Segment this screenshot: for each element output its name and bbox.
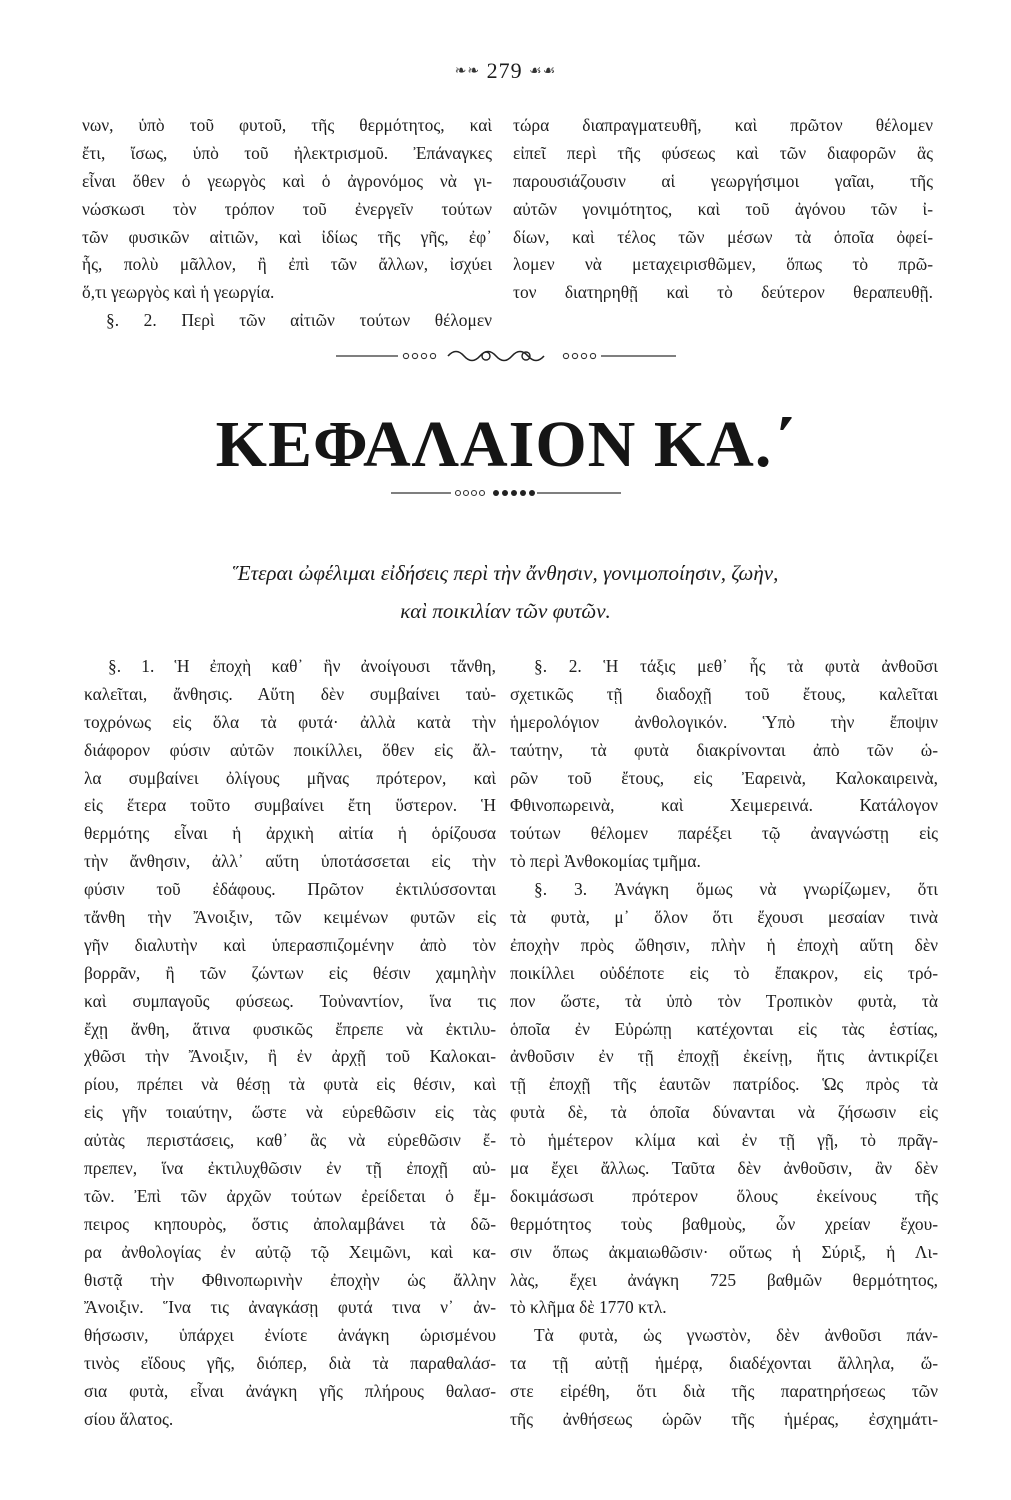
text-line: τούτων θέλομεν παρέξει τῷ ἀναγνώστῃ εἰς	[510, 823, 938, 844]
text-line: φύσιν τοῦ ἐδάφους. Πρῶτον ἐκτιλύσσονται	[84, 879, 496, 900]
paragraph-start-line: §. 1. Ἡ ἐποχὴ καθ᾽ ἣν ἀνοίγουσι τἄνθη,	[108, 656, 496, 676]
paragraph-start-line: §. 3. Ἀνάγκη ὅμως νὰ γνωρίζωμεν, ὅτι	[534, 879, 938, 900]
text-line: τα τῇ αὐτῇ ἡμέρᾳ, διαδέχονται ἄλληλα, ὥ-	[510, 1353, 938, 1374]
text-line: ἐποχὴν πρὸς ὤθησιν, πλὴν ἡ ἐποχὴ αὕτη δὲν	[510, 934, 938, 955]
text-line: στε εἰρέθη, ὅτι διὰ τῆς παρατηρήσεως τῶν	[510, 1381, 938, 1402]
text-line: ρίου, πρέπει νὰ θέσῃ τὰ φυτὰ εἰς θέσιν, καὶ	[84, 1074, 496, 1095]
text-line: ρῶν τοῦ ἔτους, εἰς Ἐαρεινὰ, Καλοκαιρεινὰ,	[510, 767, 938, 788]
text-line: τινὸς εἴδους γῆς, διόπερ, διὰ τὰ παραθαλάσ-	[84, 1353, 496, 1374]
text-line: θερμότης εἶναι ἡ ἀρχικὴ αἰτία ἡ ὁρίζουσα	[84, 823, 496, 844]
ornamental-divider-top	[0, 346, 1011, 370]
text-line: θήσωσιν, ὑπάρχει ἐνίοτε ἀνάγκη ὡρισμένου	[84, 1325, 496, 1346]
text-line: τἄνθη τὴν Ἄνοιξιν, τῶν κειμένων φυτῶν εἰς	[84, 907, 496, 928]
text-line: φυτὰ δὲ, τὰ ὁποῖα δύνανται νὰ ζήσωσιν εἰς	[510, 1102, 938, 1123]
text-line: ταύτην, τὰ φυτὰ διακρίνονται ἀπὸ τῶν ὡ-	[510, 739, 938, 760]
text-line: τοχρόνως εἰς ὅλα τὰ φυτά· ἀλλὰ κατὰ τὴν	[84, 711, 496, 732]
text-line: τῶν. Ἐπὶ τῶν ἀρχῶν τούτων ἐρείδεται ὁ ἔμ-	[84, 1185, 496, 1206]
text-line: Φθινοπωρεινὰ, καὶ Χειμερεινά. Κατάλογον	[510, 795, 938, 816]
text-line: σίου ἅλατος.	[84, 1409, 174, 1430]
top-left-column	[82, 112, 492, 335]
text-line: σια φυτὰ, εἶναι ἀνάγκη γῆς πλήρους θαλασ-	[84, 1381, 496, 1402]
text-line: πειρος κηπουρὸς, ὅστις ἀπολαμβάνει τὰ δῶ-	[84, 1213, 496, 1234]
text-line: τῆς ἀνθήσεως ὡρῶν τῆς ἡμέρας, ἐσχημάτι-	[510, 1409, 938, 1430]
text-line: βορρᾶν, ἢ τῶν ζώντων εἰς θέσιν χαμηλὴν	[84, 962, 496, 983]
text-line: λομεν νὰ μεταχειρισθῶμεν, ὅπως τὸ πρῶ-	[513, 254, 933, 275]
text-line: σιν ὅπως ἀκμαιωθῶσιν· οὕτως ἡ Σύριξ, ἡ Λι-	[510, 1241, 938, 1262]
text-line: ρα ἀνθολογίας ἐν αὐτῷ τῷ Χειμῶνι, καὶ κα-	[84, 1241, 496, 1262]
text-line: εἰπεῖ περὶ τῆς φύσεως καὶ τῶν διαφορῶν ἃς	[513, 142, 933, 163]
chapter-title: ΚΕΦΑΛΑΙΟΝ ΚΑ.΄	[215, 408, 796, 481]
text-line: πον ὥστε, τὰ ὑπὸ τὸν Τροπικὸν φυτὰ, τὰ	[510, 990, 938, 1011]
right-ornament-icon: ☙☙	[529, 64, 557, 79]
text-line: παρουσιάζουσιν αἱ γεωργήσιμοι γαῖαι, τῆς	[513, 170, 933, 191]
text-line: δοκιμάσωσι πρότερον ὅλους ἐκείνους τῆς	[510, 1185, 938, 1206]
page-number: 279	[486, 58, 523, 83]
text-line: τον διατηρηθῇ καὶ τὸ δεύτερον θεραπευθῇ.	[513, 282, 933, 303]
text-line: θιστᾷ τὴν Φθινοπωρινὴν ἐποχὴν ὡς ἄλλην	[84, 1269, 496, 1290]
text-line: ποικίλλει οὐδέποτε εἰς τὸ ἔπακρον, εἰς τρό-	[510, 962, 938, 983]
text-line: αὐτὰς περιστάσεις, καθ᾽ ἃς νὰ εὑρεθῶσιν ἔ-	[84, 1130, 496, 1151]
ornamental-divider-bottom	[0, 485, 1011, 505]
text-line: ὅ,τι γεωργὸς καὶ ἡ γεωργία.	[82, 282, 275, 303]
text-line: καὶ συμπαγοῦς φύσεως. Τοὐναντίον, ἵνα τις	[84, 990, 496, 1011]
top-right-column	[513, 112, 933, 307]
text-line: ἀνθοῦσιν ἐν τῇ ἐποχῇ ἐκείνῃ, ἥτις ἀντικρίζει	[510, 1046, 938, 1067]
text-line: λὰς, ἔχει ἀνάγκη 725 βαθμῶν θερμότητος,	[510, 1269, 938, 1290]
text-line: τὸ περὶ Ἀνθοκομίας τμῆμα.	[510, 851, 701, 872]
subtitle-line-1: Ἕτεραι ὠφέλιμαι εἰδήσεις περὶ τὴν ἄνθησιν, γονιμοποίησιν, ζωὴν,	[232, 561, 779, 585]
text-line: νώσκωσι τὸν τρόπον τοῦ ἐνεργεῖν τούτων	[82, 198, 492, 219]
text-line: λα συμβαίνει ὀλίγους μῆνας πρότερον, καὶ	[84, 767, 496, 788]
subtitle-line-2: καὶ ποικιλίαν τῶν φυτῶν.	[400, 599, 611, 623]
text-line: ἔτι, ἴσως, ὑπὸ τοῦ ἠλεκτρισμοῦ. Ἐπάναγκες	[82, 142, 492, 163]
text-line: Ἄνοιξιν. Ἵνα τις ἀναγκάσῃ φυτά τινα ν᾽ ἀν-	[84, 1297, 496, 1318]
left-ornament-icon: ❧❧	[454, 64, 481, 79]
text-line: ἧς, πολὺ μᾶλλον, ἢ ἐπὶ τῶν ἄλλων, ἰσχύει	[82, 254, 492, 275]
text-line: εἰς ἕτερα τοῦτο συμβαίνει ἔτη ὕστερον. Ἡ	[84, 795, 496, 816]
divider-flourish-icon	[336, 346, 676, 366]
text-line: τώρα διαπραγματευθῆ, καὶ πρῶτον θέλομεν	[513, 115, 933, 135]
text-line: χθῶσι τὴν Ἄνοιξιν, ἢ ἐν ἀρχῇ τοῦ Καλοκαι-	[84, 1046, 496, 1067]
text-line: ἡμερολόγιον ἀνθολογικόν. Ὑπὸ τὴν ἔποψιν	[510, 711, 938, 732]
page-header	[0, 58, 1011, 84]
text-line: τῇ ἐποχῇ τῆς ἑαυτῶν πατρίδος. Ὡς πρὸς τὰ	[510, 1074, 938, 1095]
paragraph-start-line: Τὰ φυτὰ, ὡς γνωστὸν, δὲν ἀνθοῦσι πάν-	[534, 1325, 938, 1346]
text-line: θερμότητος τοὺς βαθμοὺς, ὧν χρείαν ἔχου-	[510, 1213, 938, 1234]
text-line: δίων, καὶ τέλος τῶν μέσων τὰ ὁποῖα ὀφεί-	[513, 226, 933, 247]
text-line: γῆν διαλυτὴν καὶ ὑπερασπιζομένην ἀπὸ τὸν	[84, 934, 496, 955]
text-line: τῶν φυσικῶν αἰτιῶν, καὶ ἰδίως τῆς γῆς, ἐφ᾽	[82, 226, 492, 247]
text-line: τὰ φυτὰ, μ᾽ ὅλον ὅτι ἔχουσι μεσαίαν τινὰ	[510, 907, 938, 928]
text-line: τὸ ἡμέτερον κλίμα καὶ ἐν τῇ γῇ, τὸ πρᾶγ-	[510, 1130, 938, 1151]
bottom-right-column	[510, 653, 938, 1434]
text-line: εἰς γῆν τοιαύτην, ὥστε νὰ εὑρεθῶσιν εἰς τὰς	[84, 1102, 496, 1123]
text-line: τὸ κλῆμα δὲ 1770 κτλ.	[510, 1297, 667, 1318]
text-line: καλεῖται, ἄνθησις. Αὕτη δὲν συμβαίνει ταὐ-	[84, 683, 496, 704]
paragraph-start-line: §. 2. Ἡ τάξις μεθ᾽ ἧς τὰ φυτὰ ἀνθοῦσι	[534, 656, 938, 676]
text-line: μα ἔχει ἄλλως. Ταῦτα δὲν ἀνθοῦσιν, ἂν δὲν	[510, 1158, 938, 1179]
divider-rule-icon	[391, 485, 621, 501]
bottom-left-column	[84, 653, 496, 1434]
text-line: αὐτῶν γονιμότητος, καὶ τοῦ ἀγόνου τῶν ἰ-	[513, 198, 933, 219]
text-line: τὴν ἄνθησιν, ἀλλ᾽ αὕτη ὑποτάσσεται εἰς τὴν	[84, 851, 496, 872]
text-line: νων, ὑπὸ τοῦ φυτοῦ, τῆς θερμότητος, καὶ	[82, 115, 492, 135]
text-line: πρεπεν, ἵνα ἐκτιλυχθῶσιν ἐν τῇ ἐποχῇ αὐ-	[84, 1158, 496, 1179]
text-line: εἶναι ὅθεν ὁ γεωργὸς καὶ ὁ ἀγρονόμος νὰ γι-	[82, 170, 492, 191]
text-line: ἔχῃ ἄνθη, ἅτινα φυσικῶς ἔπρεπε νὰ ἐκτιλυ-	[84, 1018, 496, 1039]
section-heading-line: §. 2. Περὶ τῶν αἰτιῶν τούτων θέλομεν	[106, 310, 492, 331]
text-line: ὁποῖα ἐν Εὐρώπῃ κατέχονται εἰς τὰς ἑστίας,	[510, 1018, 938, 1039]
text-line: διάφορον φύσιν αὐτῶν ποικίλλει, ὅθεν εἰς ἄλ-	[84, 739, 496, 760]
text-line: σχετικῶς τῇ διαδοχῇ τοῦ ἔτους, καλεῖται	[510, 683, 938, 704]
